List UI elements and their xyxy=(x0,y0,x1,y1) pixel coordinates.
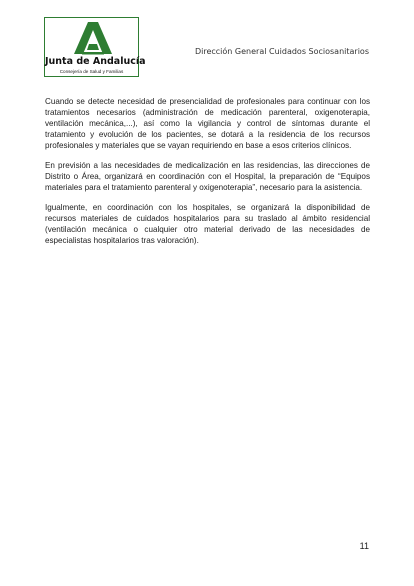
paragraph-3: Igualmente, en coordinación con los hospitales, se organizará la disponibilidad de recursos materiales de cuidados hospitalarios para su traslado al ámbito residencial (ventilación mecánica o cualquier otro material derivado de las necesidades de especialistas hospitalarios tras valoración). xyxy=(45,203,370,245)
page-number: 11 xyxy=(359,541,369,551)
logo-subtitle: Consejería de Salud y Familias xyxy=(59,69,124,74)
junta-andalucia-emblem-icon xyxy=(68,20,116,56)
logo-title: Junta de Andalucía xyxy=(45,56,146,67)
junta-andalucia-logo xyxy=(44,17,146,77)
document-body xyxy=(45,96,370,255)
paragraph-2: En previsión a las necesidades de medicalización en las residencias, las direcciones de Distrito o Área, organizará en coordinación con el Hospital, la preparación de “Equipos materiales para el tratamiento parenteral y oxigenoterapia”, necesario para la asistencia. xyxy=(45,161,370,192)
paragraph-1: Cuando se detecte necesidad de presencialidad de profesionales para continuar con los tratamientos necesarios (administración de medicación parenteral, oxigenoterapia, ventilación mecánica,...), así como la vigilancia y control de síntomas durante el tratamiento y evolución de los pacientes, se dotará a la residencia de los recursos profesionales y materiales que se vayan requiriendo en base a esos criterios clínicos. xyxy=(45,97,370,150)
department-header: Dirección General Cuidados Sociosanitarios xyxy=(194,47,369,56)
